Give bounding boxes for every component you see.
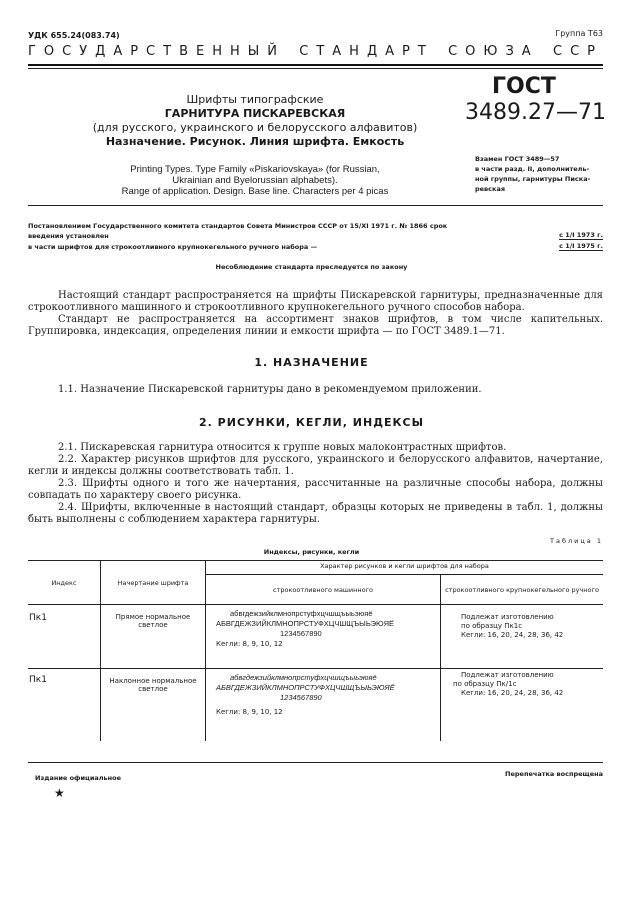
sample-uppercase: АБВГДЕЖЗИЙКЛМНОПРСТУФХЦЧШЩЪЫЬЭЮЯЁ — [216, 619, 395, 628]
row-manual — [441, 605, 604, 669]
table-caption: Индексы, рисунки, кегли — [263, 548, 360, 556]
section-2-paragraph-2: 2.2. Характер рисунков шрифтов для русского, украинского и белорусского алфавитов, начертание, кегли и индексы должны соответствовать табл. 1. — [28, 454, 603, 477]
decree-line-1: Постановлением Государственного комитета стандартов Совета Министров СССР от 15/XI 1971 г. № 1866 срок — [28, 222, 448, 230]
decree-date-1: с 1/I 1973 г. — [559, 231, 603, 239]
manual-line-1: Подлежат изготовлению — [461, 613, 554, 621]
standard-banner: ГОСУДАРСТВЕННЫЙ СТАНДАРТ СОЮЗА ССР — [28, 44, 603, 59]
english-line-2: Ukrainian and Byelorussian alphabets). — [172, 175, 338, 186]
section-2-heading: 2. РИСУНКИ, КЕГЛИ, ИНДЕКСЫ — [199, 416, 424, 429]
header-rule — [28, 64, 603, 66]
group-code: Группа Т63 — [555, 29, 603, 38]
sample-digits: 1234567890 — [280, 693, 322, 702]
title-line-3: (для русского, украинского и белорусского алфавитов) — [92, 121, 418, 134]
english-title — [50, 164, 460, 197]
english-line-1: Printing Types. Type Family «Piskariovskaya» (for Russian, — [130, 164, 380, 175]
manual-line-2: по образцу Пк/1с — [453, 680, 517, 688]
col-style-header: Начертание шрифта — [101, 561, 206, 605]
manual-line-3: Кегли: 16, 20, 24, 28, 36, 42 — [461, 631, 564, 639]
replacement-note — [475, 154, 590, 194]
section-1-paragraph: 1.1. Назначение Пискаревской гарнитуры дано в рекомендуемом приложении. — [58, 384, 482, 395]
sample-digits: 1234567890 — [280, 629, 322, 638]
sample-sizes: Кегли: 8, 9, 10, 12 — [216, 708, 283, 716]
index-table — [28, 560, 603, 741]
sample-lowercase: абвгдежзийклмнопрстуфхцчшщъыьэюяё — [230, 673, 377, 682]
row-sample — [206, 605, 441, 669]
english-line-3: Range of application. Design. Base line. Characters per 4 picas — [121, 186, 389, 197]
manual-line-2: по образцу Пк1с — [461, 622, 523, 630]
intro-paragraph-1: Настоящий стандарт распространяется на шрифты Пискаревской гарнитуры, предназначенные для строкоотливного машинного и строкоотливного крупнокегельного ручного способов набора. — [28, 290, 603, 313]
decree-line-2: введения установлен — [28, 232, 109, 240]
table-row — [28, 669, 603, 741]
row-style: Наклонное нормальное светлое — [101, 669, 206, 741]
gost-number: 3489.27—71 — [465, 100, 606, 125]
section-2-paragraph-3: 2.3. Шрифты одного и того же начертания, рассчитанные на различные способы набора, должны совпадать по характеру своего рисунка. — [28, 478, 603, 501]
manual-line-3: Кегли: 16, 20, 24, 28, 36, 42 — [461, 689, 564, 697]
col-group-header: Характер рисунков и кегли шрифтов для набора — [206, 561, 604, 575]
manual-line-1: Подлежат изготовлению — [461, 671, 554, 679]
replacement-line-2: в части разд. II, дополнитель- — [475, 165, 590, 173]
decree-date-2: с 1/I 1975 г. — [559, 242, 603, 250]
decree-line-3: в части шрифтов для строкоотливного крупнокегельного ручного набора — — [28, 243, 318, 251]
row-sample — [206, 669, 441, 741]
table-label: Таблица 1 — [550, 537, 603, 545]
sample-sizes: Кегли: 8, 9, 10, 12 — [216, 640, 283, 648]
row-style: Прямое нормальное светлое — [101, 605, 206, 669]
col-index-header: Индекс — [28, 561, 101, 605]
row-index: Пк1 — [28, 605, 101, 669]
title-block — [40, 93, 470, 149]
official-edition: Издание официальное — [35, 774, 122, 782]
penalty-note: Несоблюдение стандарта преследуется по закону — [215, 263, 408, 271]
star-icon: ★ — [54, 786, 65, 800]
sample-lowercase: абвгдежзийклмнопрстуфхцчшщъыьэюяё — [230, 609, 373, 618]
intro-paragraph-2: Стандарт не распространяется на ассортимент знаков шрифтов, в том числе капительных. Группировка, индексация, определения линии и емкости шрифта — по ГОСТ 3489.1—71. — [28, 314, 603, 337]
section-2-paragraph-4: 2.4. Шрифты, включенные в настоящий стандарт, образцы которых не приведены в табл. 1, должны быть выполнены с соблюдением характера гарнитуры. — [28, 502, 603, 525]
row-index: Пк1 — [28, 669, 101, 741]
reprint-notice: Перепечатка воспрещена — [505, 770, 603, 778]
footer-rule — [28, 762, 603, 763]
title-line-1: Шрифты типографские — [186, 93, 324, 106]
table-row — [28, 605, 603, 669]
title-divider — [28, 205, 603, 206]
col-manual-header: строкоотливного крупнокегельного ручного — [441, 575, 604, 605]
replacement-line-3: ной группы, гарнитуры Писка- — [475, 175, 591, 183]
replacement-line-4: ревская — [475, 185, 505, 193]
title-line-4: Назначение. Рисунок. Линия шрифта. Емкость — [105, 135, 405, 148]
title-line-2: ГАРНИТУРА ПИСКАРЕВСКАЯ — [164, 107, 346, 120]
section-1-heading: 1. НАЗНАЧЕНИЕ — [254, 356, 369, 369]
gost-label: ГОСТ — [492, 74, 556, 99]
sample-uppercase: АБВГДЕЖЗИЙКЛМНОПРСТУФХЦЧШЩЪЫЬЭЮЯЁ — [216, 683, 395, 692]
section-2-paragraph-1: 2.1. Пискаревская гарнитура относится к группе новых малоконтрастных шрифтов. — [58, 442, 507, 453]
replacement-line-1: Взамен ГОСТ 3489—57 — [475, 155, 560, 163]
udk-code: УДК 655.24(083.74) — [28, 31, 120, 40]
col-machine-header: строкоотливного машинного — [206, 575, 441, 605]
row-manual — [441, 669, 604, 741]
header-rule-thin — [28, 68, 603, 69]
